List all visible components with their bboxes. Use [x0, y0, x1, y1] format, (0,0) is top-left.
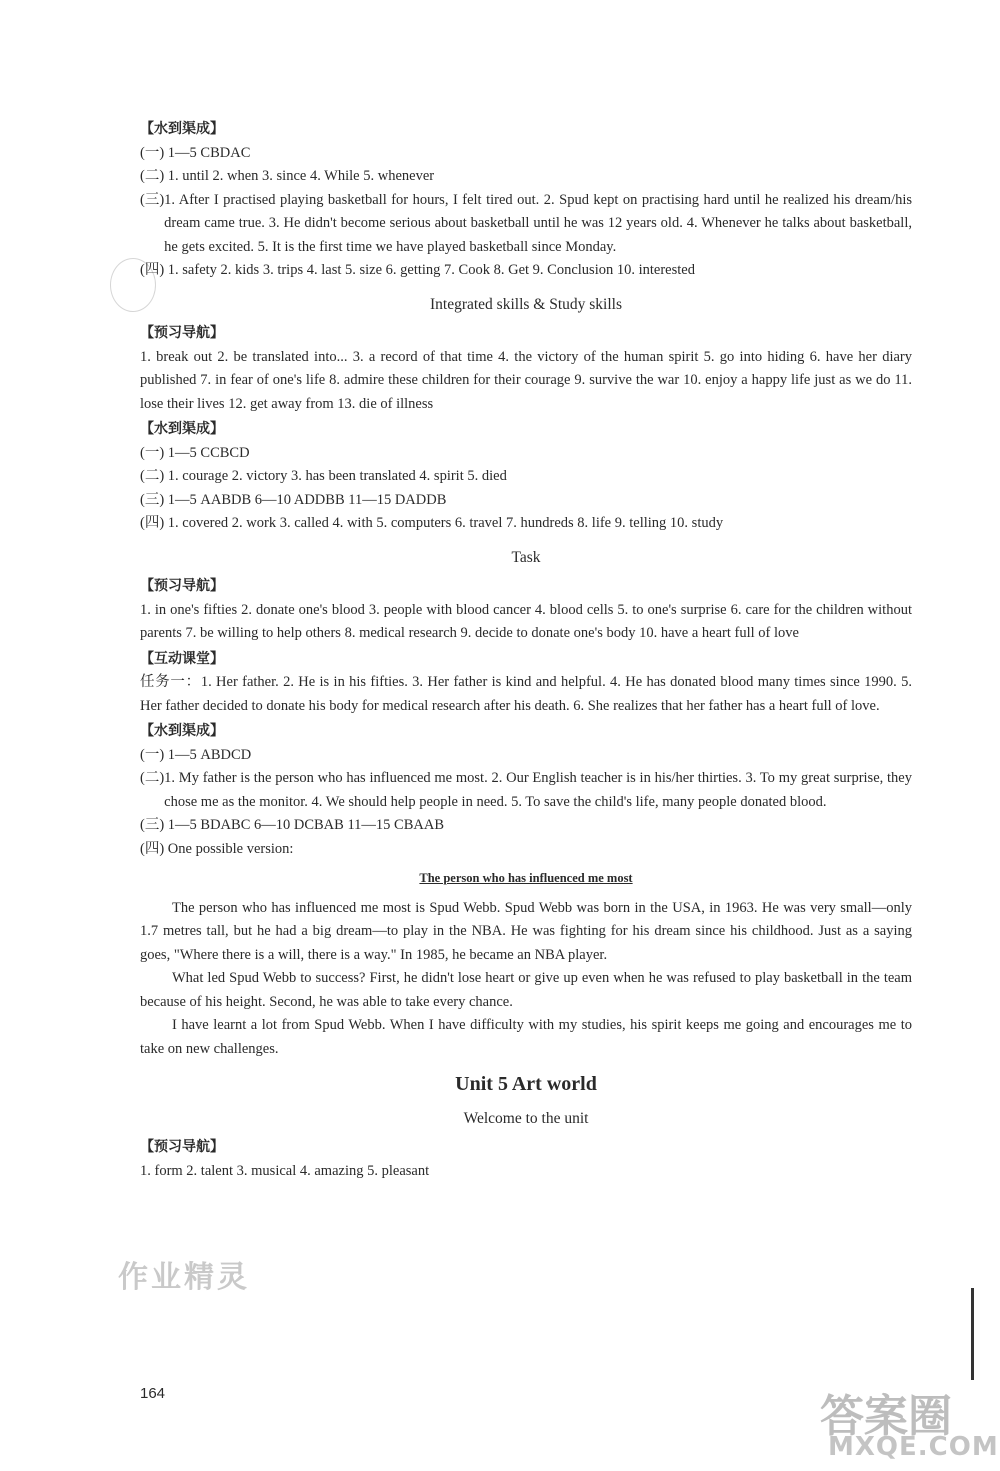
answer-line: (三) 1—5 AABDB 6—10 ADDBB 11—15 DADDB — [140, 491, 447, 508]
item-label: (三) — [140, 191, 165, 208]
answer-line: (三) 1—5 BDABC 6—10 DCBAB 11—15 CBAAB — [140, 817, 444, 833]
watermark-logo: 答案圈 — [820, 1391, 952, 1442]
answer-line: (二) 1. courage 2. victory 3. has been translated 4. spirit 5. died — [140, 468, 507, 484]
section-header-shuidao: 【水到渠成】 — [140, 421, 224, 437]
section-header-yuxi: 【预习导航】 — [140, 1139, 224, 1155]
answer-line: (一) 1—5 CCBCD — [140, 444, 250, 461]
unit-title: Unit 5 Art world — [455, 1073, 597, 1095]
section-header-shuidao: 【水到渠成】 — [140, 121, 224, 137]
watermark-left: 作业精灵 — [118, 1260, 250, 1295]
preview-text: 1. in one's fifties 2. donate one's blood 3. people with blood cancer 4. blood cells 5. to one's surprise 6. care for the children without parents 7. be willing to help others 8. medical research 9. decide to donate one's body 10. have a heart full of love — [140, 601, 912, 641]
item-label: (二) — [140, 770, 165, 786]
section-header-hudong: 【互动课堂】 — [140, 650, 224, 667]
section-header-yuxi: 【预习导航】 — [140, 578, 224, 594]
essay — [140, 897, 912, 1062]
preview-text: 1. break out 2. be translated into... 3. a record of that time 4. the victory of the human spirit 5. go into hiding 6. have her diary published 7. in fear of one's life 8. admire these children for their courage 9. survive the war 10. enjoy a happy life just as we do 11. lose their lives 12. get away from 13. die of illness — [140, 348, 912, 412]
answer-line: (一) 1—5 CBDAC — [140, 144, 251, 161]
item-text: 1. After I practised playing basketball for hours, I felt tired out. 2. Spud kept on practising hard until he realized his dream/his dream came true. 3. He didn't become serious about basketball until he was 12 years old. 4. Whenever he talks about basketball, he gets excited. 5. It is the first time we have played basketball since Monday. — [164, 191, 912, 255]
item-text: 1. My father is the person who has influenced me most. 2. Our English teacher is in his/her thirties. 3. To my great surprise, they chose me as the monitor. 4. We should help people in need. 5. To save the child's life, many people donated blood. — [164, 770, 912, 810]
essay-paragraph: The person who has influenced me most is Spud Webb. Spud Webb was born in the USA, in 1963. He was very small—only 1.7 metres tall, but he had a big dream—to play in the NBA. He was fighting for his dream since his childhood. Just as a saying goes, "Where there is a will, there is a way." In 1985, he became an NBA player. — [140, 899, 912, 963]
essay-title: The person who has influenced me most — [419, 871, 633, 885]
section-header-yuxi: 【预习导航】 — [140, 325, 224, 341]
watermark-url: MXQE.COM — [828, 1432, 999, 1462]
answer-line: (四) 1. safety 2. kids 3. trips 4. last 5. size 6. getting 7. Cook 8. Get 9. Conclusion 10. interested — [140, 262, 695, 278]
answer-line: (四) 1. covered 2. work 3. called 4. with 5. computers 6. travel 7. hundreds 8. life 9. telling 10. study — [140, 515, 724, 531]
answer-item — [140, 767, 912, 814]
essay-paragraph: I have learnt a lot from Spud Webb. When I have difficulty with my studies, his spirit keeps me going and encourages me to take on new challenges. — [140, 1017, 912, 1057]
preview-text: 1. form 2. talent 3. musical 4. amazing 5. pleasant — [140, 1162, 430, 1179]
essay-paragraph: What led Spud Webb to success? First, he didn't lose heart or give up even when he was refused to play basketball in the team because of his height. Second, he was able to take every chance. — [140, 970, 912, 1010]
section-title-task: Task — [511, 548, 541, 566]
interactive-text: 任务一：1. Her father. 2. He is in his fifties. 3. Her father is kind and helpful. 4. He has donated blood many times since 1990. 5. Her father decided to donate his body for medical research after his death. 6. She realizes that her father has a heart full of love. — [140, 674, 912, 714]
page-content — [140, 116, 912, 1183]
answer-item — [140, 189, 912, 260]
answer-line: (一) 1—5 ABDCD — [140, 746, 252, 763]
answer-line: (二) 1. until 2. when 3. since 4. While 5. whenever — [140, 168, 435, 184]
section-title-welcome: Welcome to the unit — [463, 1109, 589, 1127]
page-number: 164 — [140, 1385, 166, 1402]
section-title-integrated: Integrated skills & Study skills — [429, 295, 623, 313]
section-header-shuidao: 【水到渠成】 — [140, 723, 224, 739]
margin-rule — [971, 1288, 974, 1380]
answer-line: (四) One possible version: — [140, 840, 294, 857]
